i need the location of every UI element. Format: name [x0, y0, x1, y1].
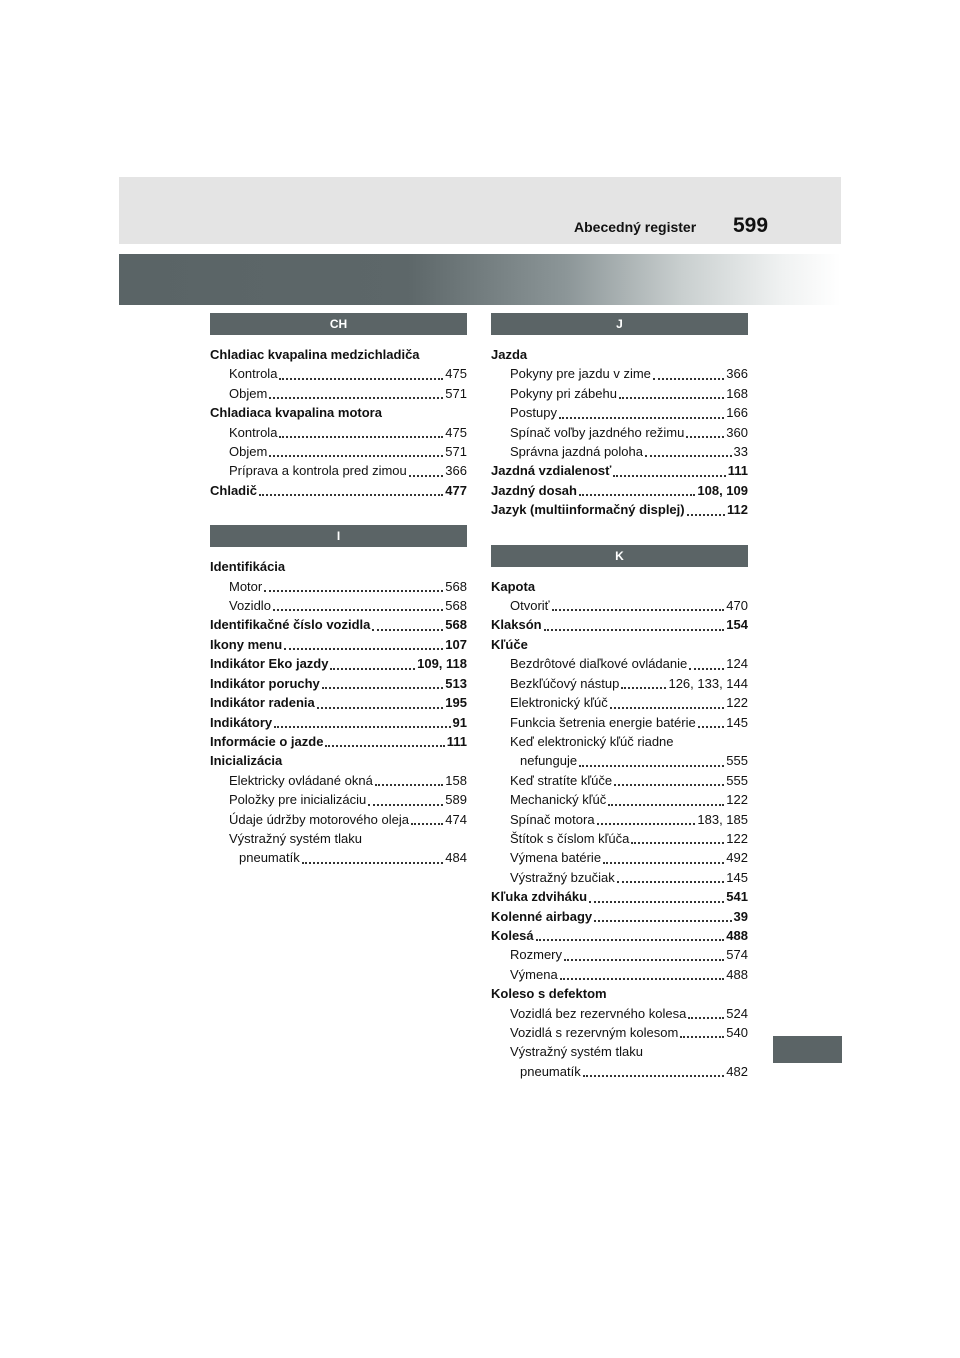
entry-text: nefunguje	[520, 753, 578, 769]
index-entry	[491, 926, 748, 945]
dot-leader	[589, 900, 724, 903]
entry-text: Indikátor Eko jazdy	[210, 656, 329, 672]
index-entry	[491, 751, 748, 770]
entry-text: Indikátory	[210, 714, 273, 730]
entry-page[interactable]: 540	[726, 1025, 748, 1040]
dot-leader	[330, 667, 415, 670]
entry-page[interactable]: 91	[452, 714, 467, 730]
dot-leader	[264, 589, 443, 592]
entry-text: Elektronický kľúč	[510, 695, 608, 711]
dot-leader	[621, 686, 666, 689]
header-spacer	[210, 547, 467, 557]
dot-leader	[653, 377, 724, 380]
dot-leader	[613, 474, 725, 477]
entry-text: Funkcia šetrenia energie batérie	[510, 714, 696, 730]
entry-page[interactable]: 484	[445, 850, 467, 866]
dot-leader	[594, 919, 731, 922]
index-entry	[491, 481, 748, 500]
letter-header: K	[491, 545, 748, 567]
decorative-banner	[119, 254, 841, 305]
entry-page[interactable]: 154	[726, 617, 748, 633]
entry-text: Správna jazdná poloha	[510, 444, 643, 460]
dot-leader	[610, 706, 725, 709]
dot-leader	[619, 396, 724, 399]
dot-leader	[325, 744, 444, 747]
index-entry	[491, 500, 748, 519]
entry-page[interactable]: 122	[726, 792, 748, 808]
entry-text: Jazda	[491, 347, 528, 362]
index-entry	[210, 423, 467, 442]
index-entry	[210, 751, 467, 770]
dot-leader	[273, 608, 443, 611]
index-column-left	[210, 313, 467, 868]
entry-text: Informácie o jazde	[210, 733, 324, 749]
dot-leader	[279, 377, 443, 380]
index-entry	[491, 945, 748, 964]
entry-text: Koleso s defektom	[491, 986, 607, 1002]
letter-header: J	[491, 313, 748, 335]
dot-leader	[698, 725, 725, 728]
dot-leader	[597, 822, 696, 825]
entry-page[interactable]: 124	[726, 656, 748, 672]
index-entry	[210, 345, 467, 364]
entry-page[interactable]: 568	[445, 598, 467, 614]
entry-page[interactable]: 568	[445, 617, 467, 633]
index-entry	[491, 984, 748, 1003]
index-entry	[491, 790, 748, 809]
entry-text: Spínač voľby jazdného režimu	[510, 424, 685, 440]
dot-leader	[579, 493, 695, 496]
entry-page[interactable]: 158	[445, 772, 467, 788]
entry-text: Vozidlá s rezervným kolesom	[510, 1025, 679, 1040]
entry-text: Výstražný systém tlaku	[510, 1044, 643, 1060]
index-entry	[491, 615, 748, 634]
index-entry	[210, 596, 467, 615]
entry-text: Vozidlo	[229, 598, 271, 614]
entry-text: Ikony menu	[210, 636, 283, 652]
dot-leader	[617, 880, 725, 883]
entry-text: Identifikácia	[210, 559, 286, 575]
dot-leader	[302, 861, 444, 864]
entry-page[interactable]: 571	[445, 444, 467, 460]
entry-text: Motor	[229, 578, 263, 594]
dot-leader	[560, 977, 725, 980]
section-gap	[491, 520, 748, 545]
entry-page[interactable]: 470	[726, 598, 748, 614]
entry-text: Pokyny pri zábehu	[510, 385, 617, 401]
index-entry	[210, 790, 467, 809]
letter-header: I	[210, 525, 467, 547]
entry-text: Kolenné airbagy	[491, 908, 593, 924]
thumb-index-tab	[773, 1036, 842, 1063]
index-entry	[210, 693, 467, 712]
entry-page[interactable]: 482	[726, 1063, 748, 1079]
dot-leader	[322, 686, 444, 689]
entry-text: Kľúče	[491, 636, 528, 652]
entry-text: pneumatík	[239, 850, 300, 866]
index-entry	[210, 615, 467, 634]
dot-leader	[375, 783, 443, 786]
entry-text: Jazdný dosah	[491, 482, 577, 498]
dot-leader	[645, 454, 732, 457]
page-title: Abecedný register	[574, 219, 697, 235]
index-entry	[491, 829, 748, 848]
entry-page[interactable]: 571	[445, 385, 467, 401]
entry-text: Výmena batérie	[510, 850, 602, 866]
index-entry	[491, 848, 748, 867]
entry-page[interactable]: 183, 185	[697, 811, 748, 827]
index-entry	[210, 384, 467, 403]
entry-page[interactable]: 589	[445, 792, 467, 808]
dot-leader	[686, 435, 724, 438]
index-entry	[491, 693, 748, 712]
index-entry	[210, 713, 467, 732]
index-entry	[491, 1062, 748, 1081]
index-entry	[210, 577, 467, 596]
index-entry	[491, 635, 748, 654]
dot-leader	[269, 454, 443, 457]
entry-text: Kľuka zdviháku	[491, 889, 588, 905]
index-entry	[491, 423, 748, 442]
entry-text: Vozidlá bez rezervného kolesa	[510, 1005, 687, 1021]
entry-page[interactable]: 477	[445, 482, 467, 498]
index-entry	[491, 442, 748, 461]
dot-leader	[411, 822, 443, 825]
index-entry	[210, 771, 467, 790]
header-spacer	[210, 335, 467, 345]
entry-page[interactable]: 112	[727, 502, 748, 518]
index-entry	[210, 442, 467, 461]
index-entry	[491, 771, 748, 790]
entry-page[interactable]: 126, 133, 144	[668, 675, 748, 691]
index-entry	[210, 848, 467, 867]
entry-text: Bezdrôtové diaľkové ovládanie	[510, 656, 688, 672]
dot-leader	[689, 667, 724, 670]
entry-text: Mechanický kľúč	[510, 792, 607, 808]
entry-text: Klaksón	[491, 617, 542, 633]
entry-page[interactable]: 488	[726, 927, 748, 943]
entry-page[interactable]: 488	[726, 966, 748, 982]
index-entry	[491, 654, 748, 673]
index-entry	[210, 674, 467, 693]
entry-page[interactable]: 145	[726, 714, 748, 730]
page-number: 599	[733, 214, 769, 237]
entry-text: Výmena	[510, 966, 558, 982]
dot-leader	[614, 783, 724, 786]
entry-page[interactable]: 474	[445, 811, 467, 827]
entry-text: Indikátor poruchy	[210, 675, 320, 691]
dot-leader	[544, 628, 725, 631]
entry-page[interactable]: 122	[726, 695, 748, 711]
entry-page[interactable]: 555	[726, 772, 748, 788]
entry-page[interactable]: 366	[445, 463, 467, 479]
entry-text: Výstražný bzučiak	[510, 869, 615, 885]
entry-page[interactable]: 145	[726, 869, 748, 885]
dot-leader	[688, 1016, 724, 1019]
dot-leader	[372, 628, 443, 631]
index-entry	[210, 732, 467, 751]
entry-page[interactable]: 475	[445, 366, 467, 382]
entry-page[interactable]: 541	[726, 889, 748, 905]
entry-text: Jazyk (multiinformačný displej)	[491, 502, 685, 518]
header-spacer	[491, 567, 748, 577]
entry-page[interactable]: 195	[445, 695, 467, 711]
entry-text: Príprava a kontrola pred zimou	[229, 463, 407, 479]
index-entry	[491, 965, 748, 984]
dot-leader	[603, 861, 724, 864]
entry-page[interactable]: 492	[726, 850, 748, 866]
index-entry	[491, 810, 748, 829]
entry-text: Elektricky ovládané okná	[229, 772, 373, 788]
dot-leader	[368, 803, 443, 806]
entry-text: Údaje údržby motorového oleja	[229, 811, 409, 827]
dot-leader	[559, 416, 724, 419]
entry-text: Identifikačné číslo vozidla	[210, 617, 371, 633]
entry-text: Kapota	[491, 578, 536, 594]
index-entry	[491, 364, 748, 383]
index-entry	[210, 364, 467, 383]
section-gap	[210, 500, 467, 525]
index-entry	[491, 674, 748, 693]
dot-leader	[579, 764, 724, 767]
entry-text: Pokyny pre jazdu v zime	[510, 366, 651, 382]
index-entry	[210, 461, 467, 480]
entry-page[interactable]: 568	[445, 578, 467, 594]
entry-page[interactable]: 109, 118	[417, 656, 467, 672]
dot-leader	[279, 435, 443, 438]
entry-text: Štítok s číslom kľúča	[510, 830, 630, 846]
entry-page[interactable]: 475	[445, 424, 467, 440]
entry-text: Rozmery	[510, 947, 563, 963]
entry-text: Výstražný systém tlaku	[229, 830, 362, 846]
entry-text: Bezkľúčový nástup	[510, 675, 620, 691]
entry-page[interactable]: 108, 109	[697, 482, 748, 498]
entry-text: Chladiaca kvapalina motora	[210, 405, 382, 421]
entry-page[interactable]: 574	[726, 947, 748, 963]
entry-text: Otvoriť	[510, 598, 550, 614]
entry-text: Keď stratíte kľúče	[510, 772, 613, 788]
header-spacer	[491, 335, 748, 345]
entry-text: Jazdná vzdialenosť	[491, 463, 612, 479]
entry-text: Kolesá	[491, 927, 534, 943]
entry-text: Chladič	[210, 482, 257, 498]
index-entry	[491, 403, 748, 422]
letter-header: CH	[210, 313, 467, 335]
dot-leader	[564, 958, 724, 961]
entry-page[interactable]: 166	[726, 405, 748, 421]
index-entry	[491, 596, 748, 615]
entry-page[interactable]: 524	[726, 1005, 748, 1021]
entry-page[interactable]: 555	[726, 753, 748, 769]
index-entry	[210, 635, 467, 654]
index-entry	[491, 345, 748, 364]
index-entry	[210, 481, 467, 500]
dot-leader	[552, 608, 725, 611]
index-entry	[491, 461, 748, 480]
index-entry	[210, 557, 467, 576]
dot-leader	[269, 396, 443, 399]
index-entry	[491, 868, 748, 887]
dot-leader	[259, 493, 443, 496]
entry-text: Keď elektronický kľúč riadne	[510, 733, 674, 749]
index-entry	[491, 577, 748, 596]
index-entry	[491, 1023, 748, 1042]
dot-leader	[317, 706, 444, 709]
entry-page[interactable]: 122	[726, 830, 748, 846]
entry-text: pneumatík	[520, 1063, 581, 1079]
index-entry	[210, 403, 467, 422]
index-entry	[491, 887, 748, 906]
index-entry	[210, 829, 467, 848]
entry-text: Kontrola	[229, 366, 278, 382]
entry-page[interactable]: 39	[733, 908, 748, 924]
entry-text: Objem	[229, 444, 268, 460]
index-entry	[491, 1004, 748, 1023]
dot-leader	[687, 513, 725, 516]
entry-text: Chladiac kvapalina medzichladiča	[210, 347, 420, 362]
index-entry	[491, 907, 748, 926]
dot-leader	[536, 938, 725, 941]
index-column-right	[491, 313, 748, 1081]
entry-page[interactable]: 168	[726, 385, 748, 401]
entry-page[interactable]: 33	[733, 444, 748, 460]
entry-text: Postupy	[510, 405, 557, 421]
dot-leader	[631, 841, 724, 844]
dot-leader	[409, 474, 444, 477]
entry-text: Objem	[229, 385, 268, 401]
entry-page[interactable]: 366	[726, 366, 748, 382]
entry-page[interactable]: 111	[446, 733, 467, 749]
entry-page[interactable]: 107	[445, 636, 467, 652]
dot-leader	[284, 647, 443, 650]
entry-page[interactable]: 513	[445, 675, 467, 691]
dot-leader	[608, 803, 724, 806]
index-entry	[491, 713, 748, 732]
index-entry	[210, 654, 467, 673]
index-entry	[491, 732, 748, 751]
entry-page[interactable]: 111	[727, 463, 748, 479]
dot-leader	[583, 1074, 725, 1077]
entry-text: Spínač motora	[510, 811, 595, 827]
entry-text: Inicializácia	[210, 753, 283, 769]
entry-text: Položky pre inicializáciu	[229, 792, 367, 808]
dot-leader	[680, 1035, 724, 1038]
index-entry	[210, 810, 467, 829]
dot-leader	[274, 725, 450, 728]
entry-page[interactable]: 360	[726, 424, 748, 440]
index-entry	[491, 1042, 748, 1061]
entry-text: Kontrola	[229, 424, 278, 440]
index-entry	[491, 384, 748, 403]
entry-text: Indikátor radenia	[210, 695, 315, 711]
